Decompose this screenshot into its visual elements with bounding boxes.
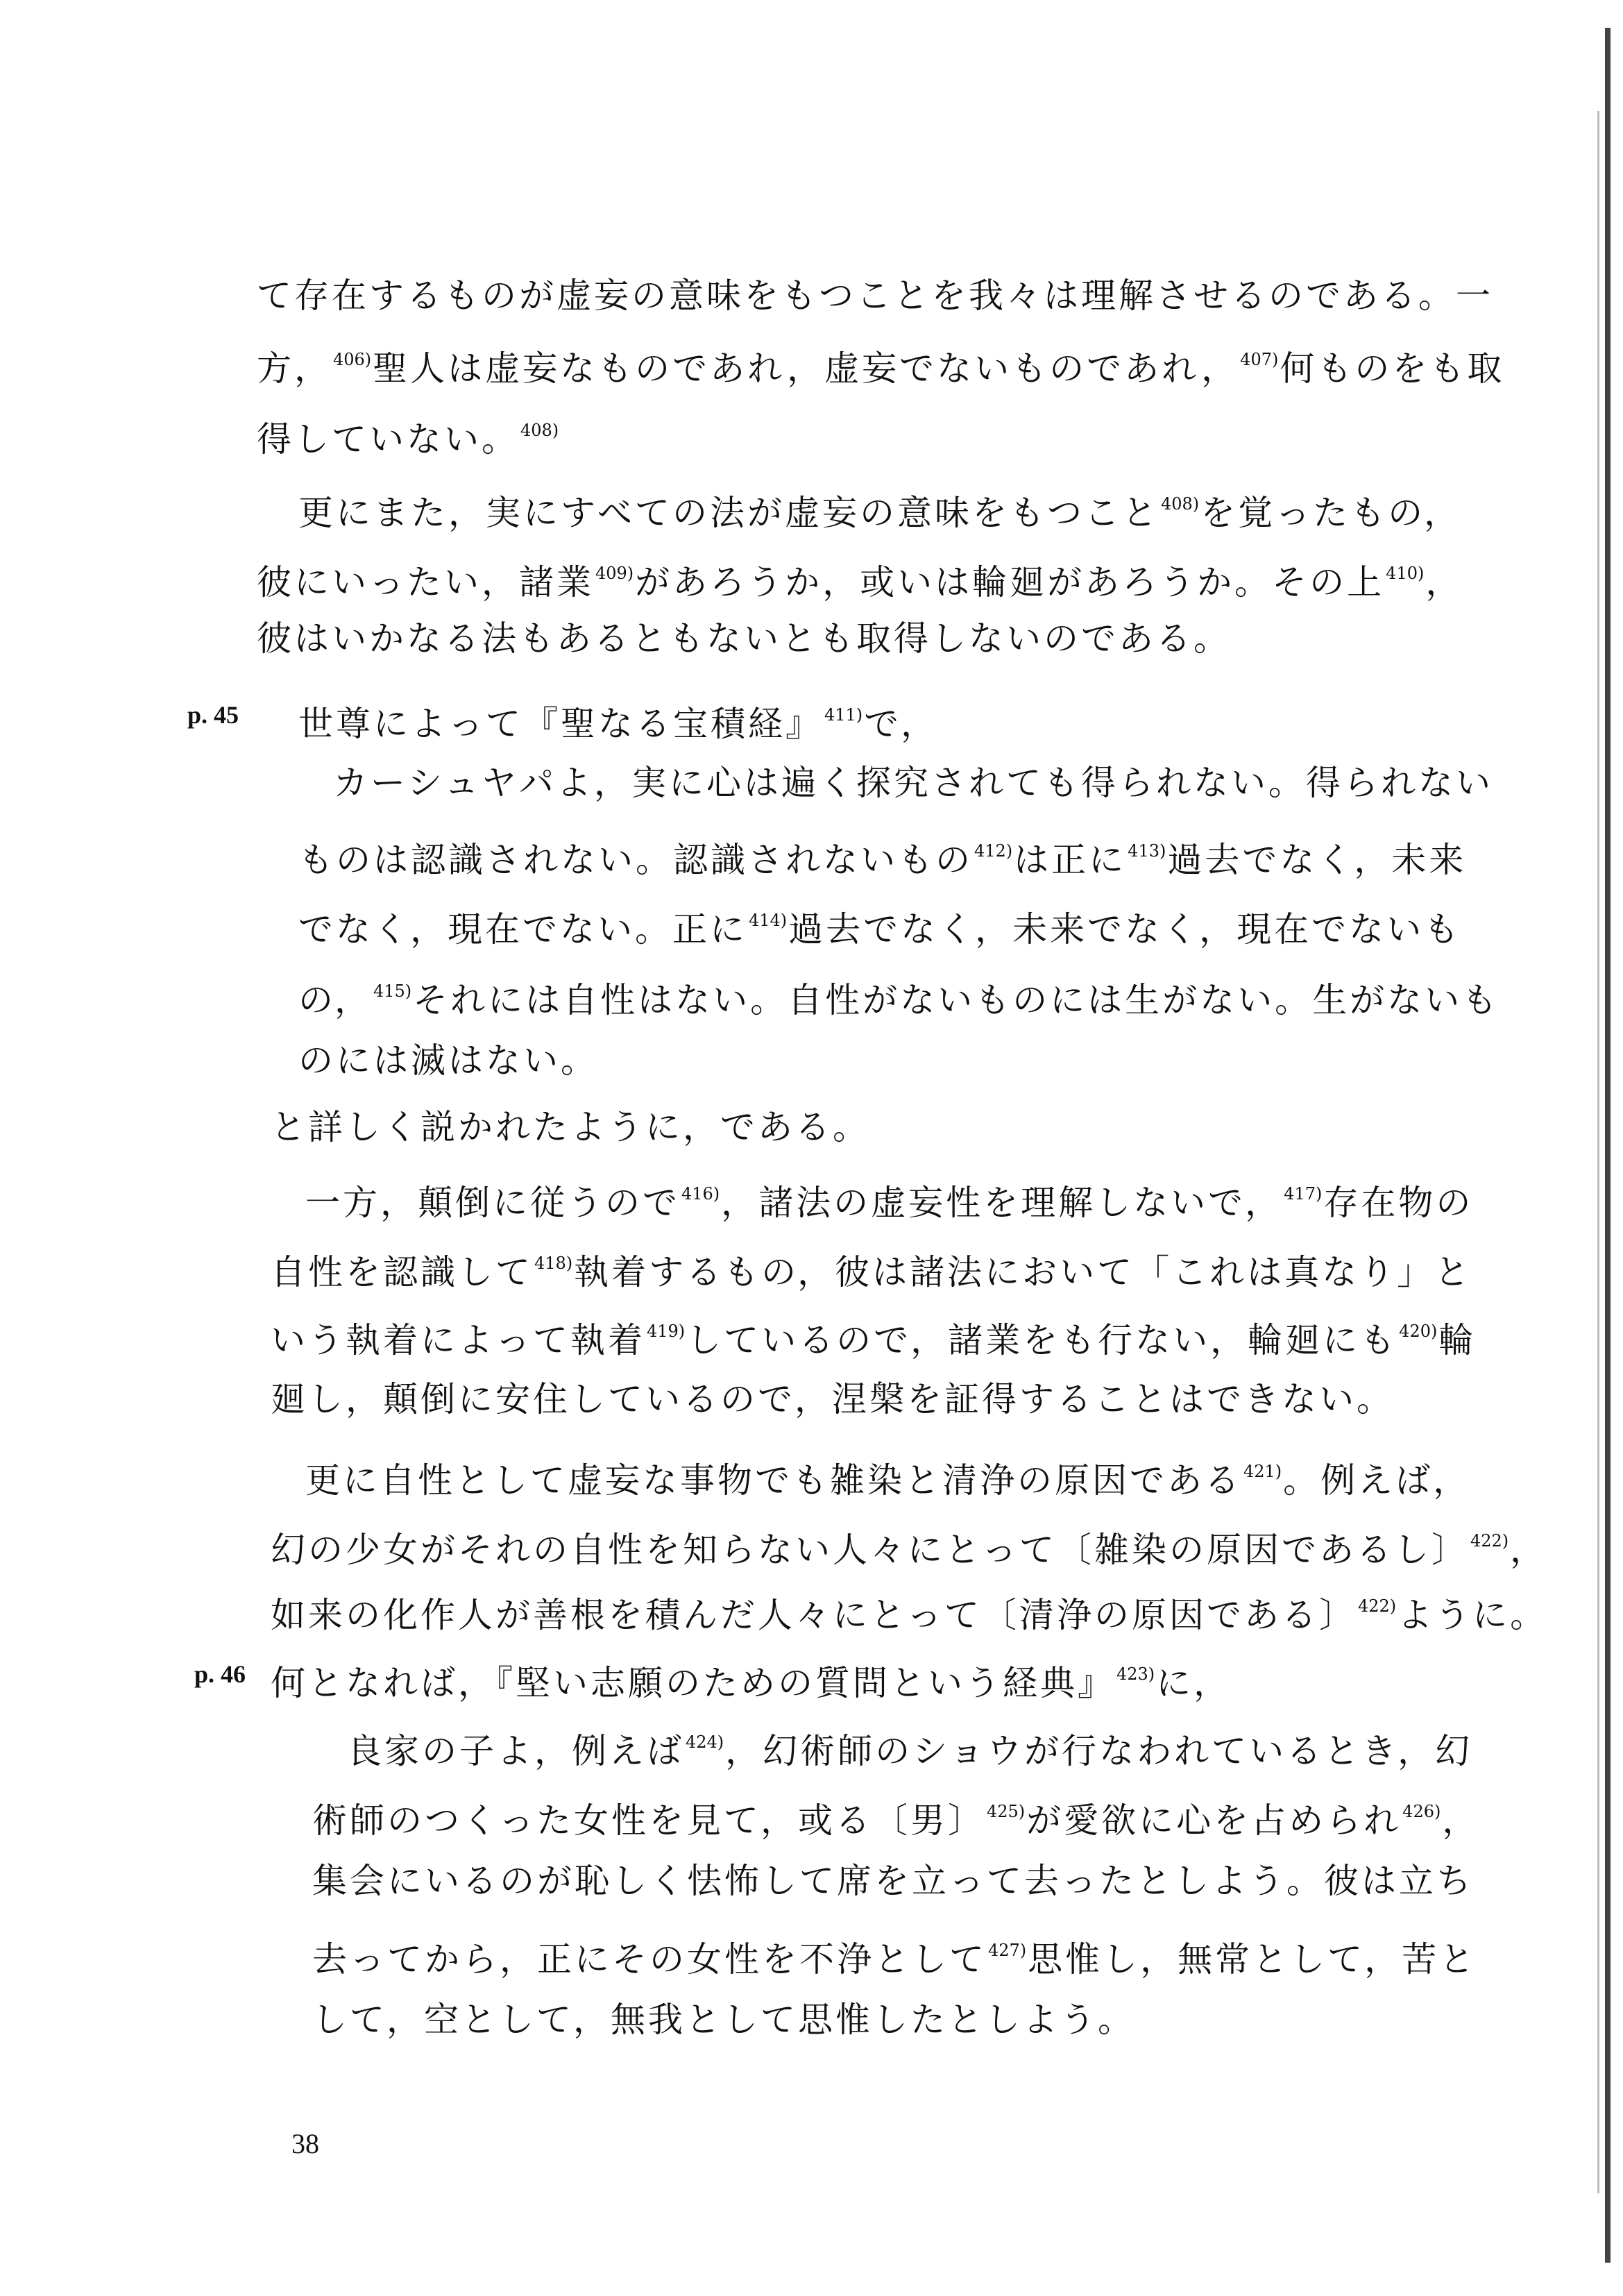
text-run: 過去でなく，未来でなく，現在でないも [788,909,1462,949]
text-run: のには滅はない。 [298,1040,598,1081]
footnote-ref: 414) [749,911,788,930]
footnote-ref: 418) [534,1253,573,1273]
text-run: 聖人は虚妄なものであれ，虚妄でないものであれ， [373,348,1239,389]
text-line [257,275,1493,316]
text-line [257,618,1231,659]
footnote-ref: 407) [1240,350,1279,369]
text-line [298,694,938,745]
text-line [257,339,1504,389]
quote-line [333,762,1493,804]
footnote-ref: 421) [1243,1462,1282,1481]
scan-edge-shadow-inner [1597,111,1599,2193]
text-run: 更にまた，実にすべての法が虚妄の意味をもつこと [298,493,1159,533]
footnote-ref: 413) [1128,841,1166,861]
text-run: しているので，諸業をも行ない，輪廻にも [686,1320,1398,1360]
quote-line [312,1860,1474,1902]
text-run: それには自性はない。自性がないものには生がない。生がないも [413,980,1500,1020]
text-run: 廻し，顛倒に安住しているので，涅槃を証得することはできない。 [271,1379,1394,1419]
quote-line [312,1999,1135,2041]
text-line [271,1242,1472,1293]
footnote-ref: 422) [1358,1596,1397,1616]
quote-line [298,970,1499,1021]
footnote-ref: 411) [824,705,863,725]
text-run: 如来の化作人が善根を積んだ人々にとって〔清浄の原因である〕 [271,1595,1357,1635]
footnote-ref: 416) [681,1184,720,1204]
text-run: があろうか，或いは輪廻があろうか。その上 [635,562,1385,602]
text-run: 世尊によって『聖なる宝積経』 [298,704,823,744]
text-line [271,1653,1231,1704]
text-run: 思惟し，無常として，苦と [1028,1939,1477,1980]
footnote-ref: 415) [373,981,412,1001]
text-run: 存在物の [1323,1183,1474,1223]
footnote-ref: 422) [1470,1531,1509,1551]
text-run: ように。 [1397,1595,1548,1635]
text-run: と詳しく説かれたように，である。 [271,1107,870,1147]
text-run: 去ってから，正にその女性を不浄として [312,1939,987,1980]
text-run: いう執着によって執着 [271,1320,645,1360]
text-run: を覚ったもの， [1200,493,1462,533]
text-run: が愛欲に心を占められ [1026,1800,1402,1841]
footnote-ref: 420) [1399,1322,1438,1341]
text-run: に， [1156,1663,1232,1703]
footnote-ref: 408) [1161,494,1200,514]
text-run: 幻の少女がそれの自性を知らない人々にとって〔雑染の原因であるし〕 [271,1530,1469,1570]
footnote-ref: 417) [1284,1184,1323,1204]
text-run: ものは認識されない。認識されないもの [298,840,973,880]
quote-line [312,1791,1479,1841]
text-run: 輪 [1438,1320,1477,1360]
footnote-ref: 410) [1386,564,1425,583]
footnote-ref: 412) [974,841,1013,861]
text-line [271,1310,1476,1361]
text-run: 集会にいるのが恥しく怯怖して席を立って去ったとしよう。彼は立ち [312,1861,1474,1901]
text-run: で， [864,704,939,744]
page-ref-p46: p. 46 [194,1660,246,1688]
footnote-ref: 425) [987,1802,1026,1821]
text-run: でなく，現在でない。正に [298,909,747,949]
text-run: ， [1442,1800,1480,1841]
text-run: 方， [257,348,332,389]
footnote-ref: 406) [333,350,372,369]
text-line [305,1451,1470,1501]
footnote-ref: 423) [1116,1664,1155,1684]
text-run: て存在するものが虚妄の意味をもつことを我々は理解させるのである。一 [257,276,1493,316]
text-run: 得していない。 [257,419,519,459]
text-run: 一方，顛倒に従うので [305,1183,680,1223]
footnote-ref: 424) [686,1732,724,1752]
quote-line [347,1721,1472,1772]
quote-line [298,900,1461,950]
quote-line [298,1040,598,1081]
footnote-ref: 427) [988,1941,1027,1960]
scan-edge-shadow [1605,28,1611,2263]
text-run: ， [1510,1530,1548,1570]
text-run: 彼はいかなる法もあるともないとも取得しないのである。 [257,618,1231,659]
text-line [257,410,560,460]
text-run: ，諸法の虚妄性を理解しないで， [721,1183,1283,1223]
text-run: の， [298,980,372,1020]
page-ref-p45: p. 45 [187,701,239,729]
text-run: ， [1425,562,1463,602]
text-run: ，幻術師のショウが行なわれているとき，幻 [725,1731,1473,1771]
text-run: カーシュヤパよ，実に心は遍く探究されても得られない。得られない [333,763,1493,803]
footnote-ref: 419) [647,1322,686,1341]
text-line [271,1106,870,1148]
text-run: 過去でなく，未来 [1167,840,1467,880]
text-run: 何となれば，『堅い志願のための質問という経典』 [271,1663,1115,1703]
text-run: 術師のつくった女性を見て，或る〔男〕 [312,1800,985,1841]
text-run: 。例えば， [1283,1460,1471,1501]
text-line [271,1378,1394,1420]
text-run: 良家の子よ，例えば [347,1731,684,1771]
text-line [305,1173,1473,1224]
quote-line [298,830,1466,881]
footnote-ref: 409) [595,564,634,583]
text-run: 更に自性として虚妄な事物でも雑染と清浄の原因である [305,1460,1242,1501]
text-line [257,552,1463,603]
footnote-ref: 426) [1402,1802,1441,1821]
text-run: は正に [1014,840,1127,880]
text-line [271,1585,1547,1636]
text-run: 彼にいったい，諸業 [257,562,594,602]
text-run: 執着するもの，彼は諸法において「これは真なり」と [574,1252,1472,1292]
text-run: 自性を認識して [271,1252,533,1292]
text-run: 何ものをも取 [1280,348,1505,389]
text-line [271,1520,1547,1571]
quote-line [312,1930,1477,1980]
page-number: 38 [291,2128,319,2159]
text-run: して，空として，無我として思惟したとしよう。 [312,2000,1135,2040]
text-line [298,483,1461,534]
footnote-ref: 408) [520,421,559,440]
